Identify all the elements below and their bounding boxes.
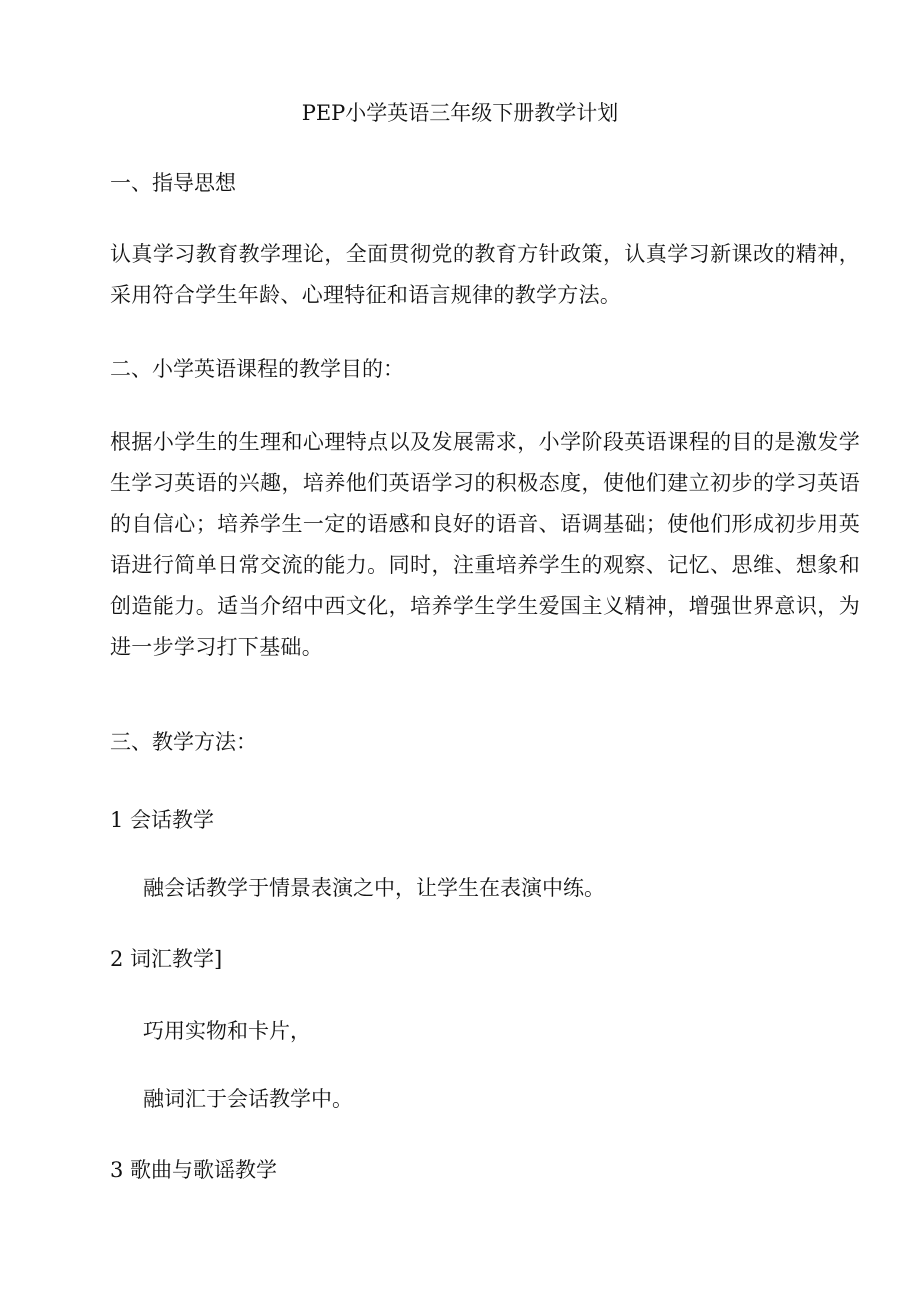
method-item-label: 2 词汇教学] bbox=[110, 947, 223, 971]
document-title: PEP小学英语三年级下册教学计划 bbox=[301, 101, 619, 125]
section-body-guiding-ideology: 认真学习教育教学理论，全面贯彻党的教育方针政策，认真学习新课改的精神，采用符合学生年龄、心理特征和语言规律的教学方法。 bbox=[110, 242, 860, 307]
method-item-detail: 融词汇于会话教学中。 bbox=[143, 1087, 353, 1111]
section-heading-teaching-methods: 三、教学方法： bbox=[110, 730, 257, 754]
section-heading-guiding-ideology: 一、指导思想 bbox=[110, 171, 236, 195]
method-item-detail: 融会话教学于情景表演之中，让学生在表演中练。 bbox=[143, 876, 605, 900]
method-item-detail: 巧用实物和卡片， bbox=[143, 1019, 311, 1043]
method-item-label: 3 歌曲与歌谣教学 bbox=[110, 1158, 278, 1182]
section-heading-teaching-goals: 二、小学英语课程的教学目的： bbox=[110, 357, 404, 381]
section-body-teaching-goals: 根据小学生的生理和心理特点以及发展需求，小学阶段英语课程的目的是激发学生学习英语的兴趣，培养他们英语学习的积极态度，使他们建立初步的学习英语的自信心；培养学生一定的语感和良好的语音、语调基础；使他们形成初步用英语进行简单日常交流的能力。同时，注重培养学生的观察、记忆、思维、想象和创造能力。适当介绍中西文化，培养学生学生爱国主义精神，增强世界意识，为进一步学习打下基础。 bbox=[110, 430, 860, 659]
method-item-label: 1 会话教学 bbox=[110, 808, 215, 832]
